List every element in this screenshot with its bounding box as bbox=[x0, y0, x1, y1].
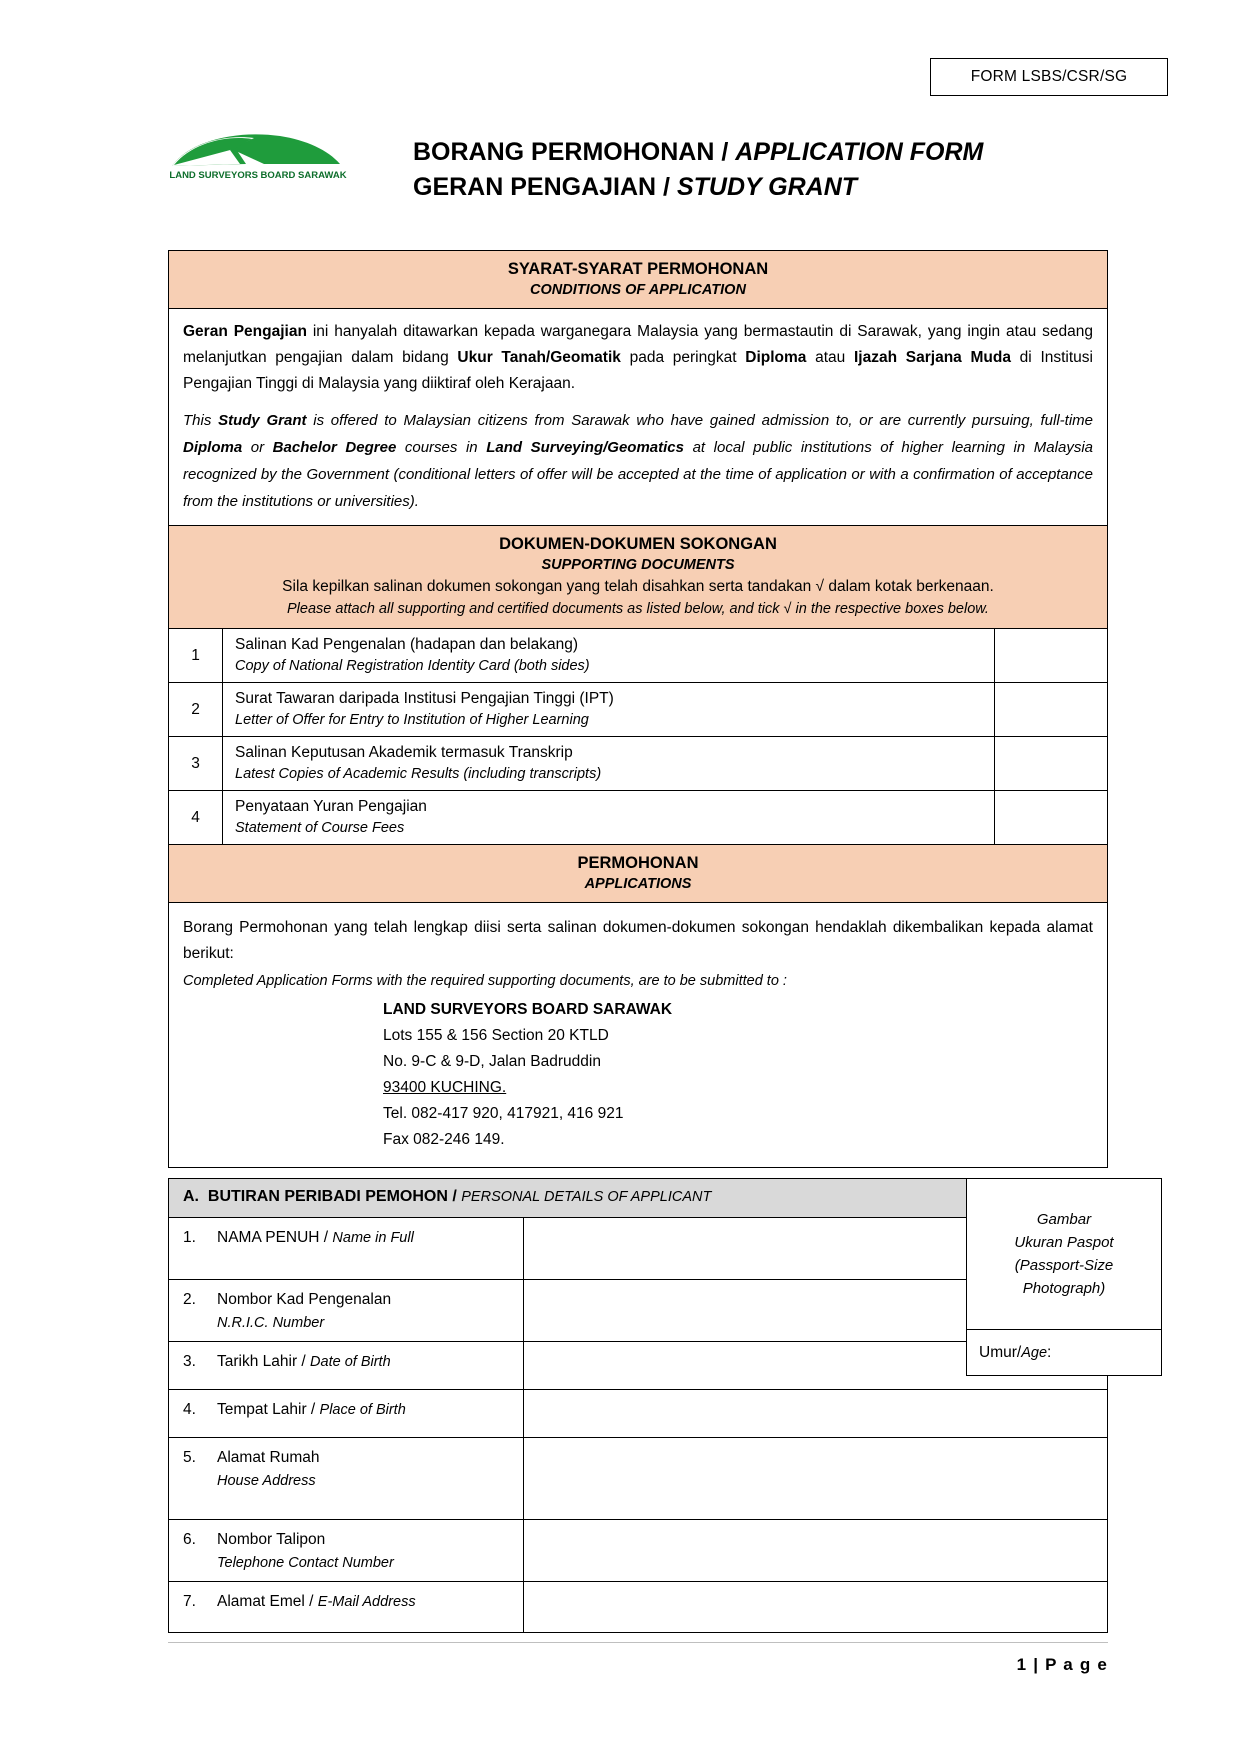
address-line-1: LAND SURVEYORS BOARD SARAWAK bbox=[383, 1001, 673, 1018]
address-line-2: Lots 155 & 156 Section 20 KTLD bbox=[383, 1027, 609, 1044]
cond-ms-1: Geran Pengajian bbox=[183, 323, 307, 340]
header-subtitle-ms: GERAN PENGAJIAN bbox=[413, 173, 657, 201]
doc-number: 3 bbox=[169, 737, 223, 790]
doc-tick-box[interactable] bbox=[995, 737, 1107, 790]
field-label-address bbox=[169, 1438, 524, 1519]
header-title-ms: BORANG PERMOHONAN bbox=[413, 138, 715, 166]
logo-text: LAND SURVEYORS BOARD SARAWAK bbox=[169, 170, 347, 181]
field-row-pob bbox=[169, 1390, 1107, 1438]
doc-tick-box[interactable] bbox=[995, 791, 1107, 844]
field-row-email bbox=[169, 1582, 1107, 1632]
doc-description bbox=[223, 737, 995, 790]
section-a-title-ms: BUTIRAN PERIBADI PEMOHON bbox=[207, 1188, 448, 1205]
header-subtitle-en: STUDY GRANT bbox=[676, 173, 858, 201]
age-sep: / bbox=[1016, 1343, 1022, 1361]
cond-en-1: This bbox=[183, 412, 219, 429]
doc-description-ms: Penyataan Yuran Pengajian bbox=[235, 798, 427, 815]
address-line-4: 93400 KUCHING. bbox=[383, 1079, 507, 1096]
field-number: 7. bbox=[183, 1593, 196, 1610]
field-label-name bbox=[169, 1218, 524, 1279]
passport-photo-box[interactable] bbox=[966, 1178, 1162, 1330]
field-input-address[interactable] bbox=[524, 1438, 1107, 1519]
doc-description-ms: Salinan Kad Pengenalan (hadapan dan belakang) bbox=[235, 636, 579, 653]
section-a-letter: A. bbox=[183, 1188, 199, 1205]
table-row bbox=[169, 737, 1107, 791]
cond-ms-8: di Institusi Pengajian Tinggi di Malaysia yang diiktiraf oleh Kerajaan. bbox=[183, 349, 1093, 392]
documents-band-en: SUPPORTING DOCUMENTS bbox=[541, 557, 735, 573]
field-number: 1. bbox=[183, 1229, 196, 1246]
photo-line-1: Gambar bbox=[1036, 1211, 1092, 1228]
lsbs-logo bbox=[168, 130, 348, 188]
cond-ms-4: pada peringkat bbox=[620, 349, 746, 366]
field-input-pob[interactable] bbox=[524, 1390, 1107, 1437]
field-label-en: N.R.I.C. Number bbox=[217, 1315, 325, 1331]
cond-en-6: Bachelor Degree bbox=[272, 439, 397, 456]
header-titles bbox=[413, 135, 983, 205]
field-label-phone bbox=[169, 1520, 524, 1581]
conditions-paragraph-en bbox=[183, 407, 1093, 515]
cond-en-9: at local public institutions of higher learning in Malaysia recognized by the Government (conditional letters of offer will be accepted at the time of application or with a confirmation of acceptance from the institutions or universities). bbox=[183, 439, 1093, 510]
field-label-ms: NAMA PENUH bbox=[217, 1229, 320, 1246]
footer-divider bbox=[168, 1642, 1108, 1643]
age-colon: : bbox=[1047, 1343, 1052, 1361]
address-line-6: Fax 082-246 149. bbox=[383, 1131, 505, 1148]
conditions-band bbox=[169, 251, 1107, 309]
conditions-band-en: CONDITIONS OF APPLICATION bbox=[530, 282, 746, 298]
conditions-band-ms: SYARAT-SYARAT PERMOHONAN bbox=[507, 260, 769, 278]
applications-band-en: APPLICATIONS bbox=[584, 876, 692, 892]
applications-band bbox=[169, 845, 1107, 903]
doc-number: 1 bbox=[169, 629, 223, 682]
photo-line-3: (Passport-Size bbox=[1014, 1257, 1114, 1274]
field-input-email[interactable] bbox=[524, 1582, 1107, 1632]
doc-description-ms: Salinan Keputusan Akademik termasuk Transkrip bbox=[235, 744, 573, 761]
field-label-en: Date of Birth bbox=[310, 1354, 391, 1370]
address-line-5: Tel. 082-417 920, 417921, 416 921 bbox=[383, 1105, 624, 1122]
documents-list bbox=[169, 629, 1107, 845]
documents-note-ms: Sila kepilkan salinan dokumen sokongan yang telah disahkan serta tandakan √ dalam kotak berkenaan. bbox=[282, 578, 994, 595]
field-label-ms: Alamat Rumah bbox=[217, 1449, 320, 1466]
photo-line-4: Photograph) bbox=[1022, 1280, 1106, 1297]
field-number: 2. bbox=[183, 1291, 196, 1308]
header-title-line2 bbox=[413, 170, 983, 205]
cond-en-2: Study Grant bbox=[218, 412, 307, 429]
submission-address bbox=[383, 997, 1093, 1153]
doc-description-en: Statement of Course Fees bbox=[235, 820, 405, 836]
doc-number: 2 bbox=[169, 683, 223, 736]
documents-note-en: Please attach all supporting and certified documents as listed below, and tick √ in the respective boxes below. bbox=[287, 601, 989, 617]
field-label-dob bbox=[169, 1342, 524, 1389]
section-a-title-en: PERSONAL DETAILS OF APPLICANT bbox=[461, 1189, 712, 1205]
cond-en-3: is offered to Malaysian citizens from Sarawak who have gained admission to, or are currently pursuing, full-time bbox=[306, 412, 1093, 429]
doc-description bbox=[223, 683, 995, 736]
document-header bbox=[168, 125, 1108, 215]
field-label-ms: Nombor Kad Pengenalan bbox=[217, 1291, 392, 1308]
documents-band bbox=[169, 526, 1107, 629]
field-label-en: Name in Full bbox=[332, 1230, 414, 1246]
doc-description-ms: Surat Tawaran daripada Institusi Pengajian Tinggi (IPT) bbox=[235, 690, 614, 707]
conditions-text bbox=[169, 309, 1107, 526]
field-label-pob bbox=[169, 1390, 524, 1437]
field-label-en: Telephone Contact Number bbox=[217, 1555, 394, 1571]
cond-en-8: Land Surveying/Geomatics bbox=[486, 439, 684, 456]
field-row-address bbox=[169, 1438, 1107, 1520]
field-label-ms: Nombor Talipon bbox=[217, 1531, 326, 1548]
applications-text-en: Completed Application Forms with the required supporting documents, are to be submitted to : bbox=[183, 973, 787, 989]
field-sep: / bbox=[319, 1229, 333, 1246]
field-sep: / bbox=[304, 1593, 318, 1610]
cond-ms-5: Diploma bbox=[745, 349, 807, 366]
cond-ms-7: Ijazah Sarjana Muda bbox=[854, 349, 1011, 366]
form-code-text: FORM LSBS/CSR/SG bbox=[970, 68, 1128, 85]
doc-description-en: Latest Copies of Academic Results (including transcripts) bbox=[235, 766, 602, 782]
field-input-phone[interactable] bbox=[524, 1520, 1107, 1581]
doc-description bbox=[223, 791, 995, 844]
header-title-line1 bbox=[413, 135, 983, 170]
doc-tick-box[interactable] bbox=[995, 629, 1107, 682]
cond-en-4: Diploma bbox=[183, 439, 243, 456]
field-row-phone bbox=[169, 1520, 1107, 1582]
header-title-en: APPLICATION FORM bbox=[735, 138, 984, 166]
cond-en-7: courses in bbox=[396, 439, 487, 456]
field-label-en: House Address bbox=[217, 1473, 316, 1489]
field-sep: / bbox=[306, 1401, 320, 1418]
form-code-box bbox=[930, 58, 1168, 96]
cond-en-5: or bbox=[242, 439, 273, 456]
section-a bbox=[168, 1178, 1114, 1633]
applications-text-ms: Borang Permohonan yang telah lengkap diisi serta salinan dokumen-dokumen sokongan hendaklah dikembalikan kepada alamat berikut: bbox=[183, 919, 1093, 962]
header-sep-2: / bbox=[656, 173, 677, 201]
applications-band-ms: PERMOHONAN bbox=[577, 854, 699, 872]
age-label-ms: Umur bbox=[979, 1343, 1017, 1361]
info-block bbox=[168, 250, 1108, 1168]
field-label-ms: Alamat Emel bbox=[217, 1593, 305, 1610]
field-number: 3. bbox=[183, 1353, 196, 1370]
doc-tick-box[interactable] bbox=[995, 683, 1107, 736]
doc-description-en: Copy of National Registration Identity Card (both sides) bbox=[235, 658, 590, 674]
doc-description bbox=[223, 629, 995, 682]
cond-ms-3: Ukur Tanah/Geomatik bbox=[457, 349, 621, 366]
field-label-nric bbox=[169, 1280, 524, 1341]
table-row bbox=[169, 683, 1107, 737]
field-number: 4. bbox=[183, 1401, 196, 1418]
conditions-paragraph-ms bbox=[183, 319, 1093, 397]
cond-ms-6: atau bbox=[806, 349, 854, 366]
field-label-ms: Tempat Lahir bbox=[217, 1401, 307, 1418]
field-number: 5. bbox=[183, 1449, 196, 1466]
table-row bbox=[169, 629, 1107, 683]
photo-line-2: Ukuran Paspot bbox=[1014, 1234, 1114, 1251]
page-number: 1 | P a g e bbox=[1016, 1655, 1108, 1674]
field-sep: / bbox=[297, 1353, 311, 1370]
header-sep-1: / bbox=[714, 138, 736, 166]
field-number: 6. bbox=[183, 1531, 196, 1548]
age-field[interactable] bbox=[966, 1330, 1162, 1376]
table-row bbox=[169, 791, 1107, 844]
field-label-en: E-Mail Address bbox=[317, 1594, 416, 1610]
applications-body bbox=[169, 903, 1107, 1167]
doc-description-en: Letter of Offer for Entry to Institution of Higher Learning bbox=[235, 712, 589, 728]
address-line-3: No. 9-C & 9-D, Jalan Badruddin bbox=[383, 1053, 601, 1070]
doc-number: 4 bbox=[169, 791, 223, 844]
field-label-en: Place of Birth bbox=[319, 1402, 406, 1418]
section-a-sep: / bbox=[447, 1188, 462, 1205]
field-label-ms: Tarikh Lahir bbox=[217, 1353, 298, 1370]
documents-band-ms: DOKUMEN-DOKUMEN SOKONGAN bbox=[499, 535, 777, 553]
cond-ms-2: ini hanyalah ditawarkan kepada warganegara Malaysia yang bermastautin di Sarawak, yang ingin atau sedang melanjutkan pengajian dalam bidang bbox=[183, 323, 1093, 366]
age-label-en: Age bbox=[1021, 1344, 1048, 1361]
field-label-email bbox=[169, 1582, 524, 1632]
